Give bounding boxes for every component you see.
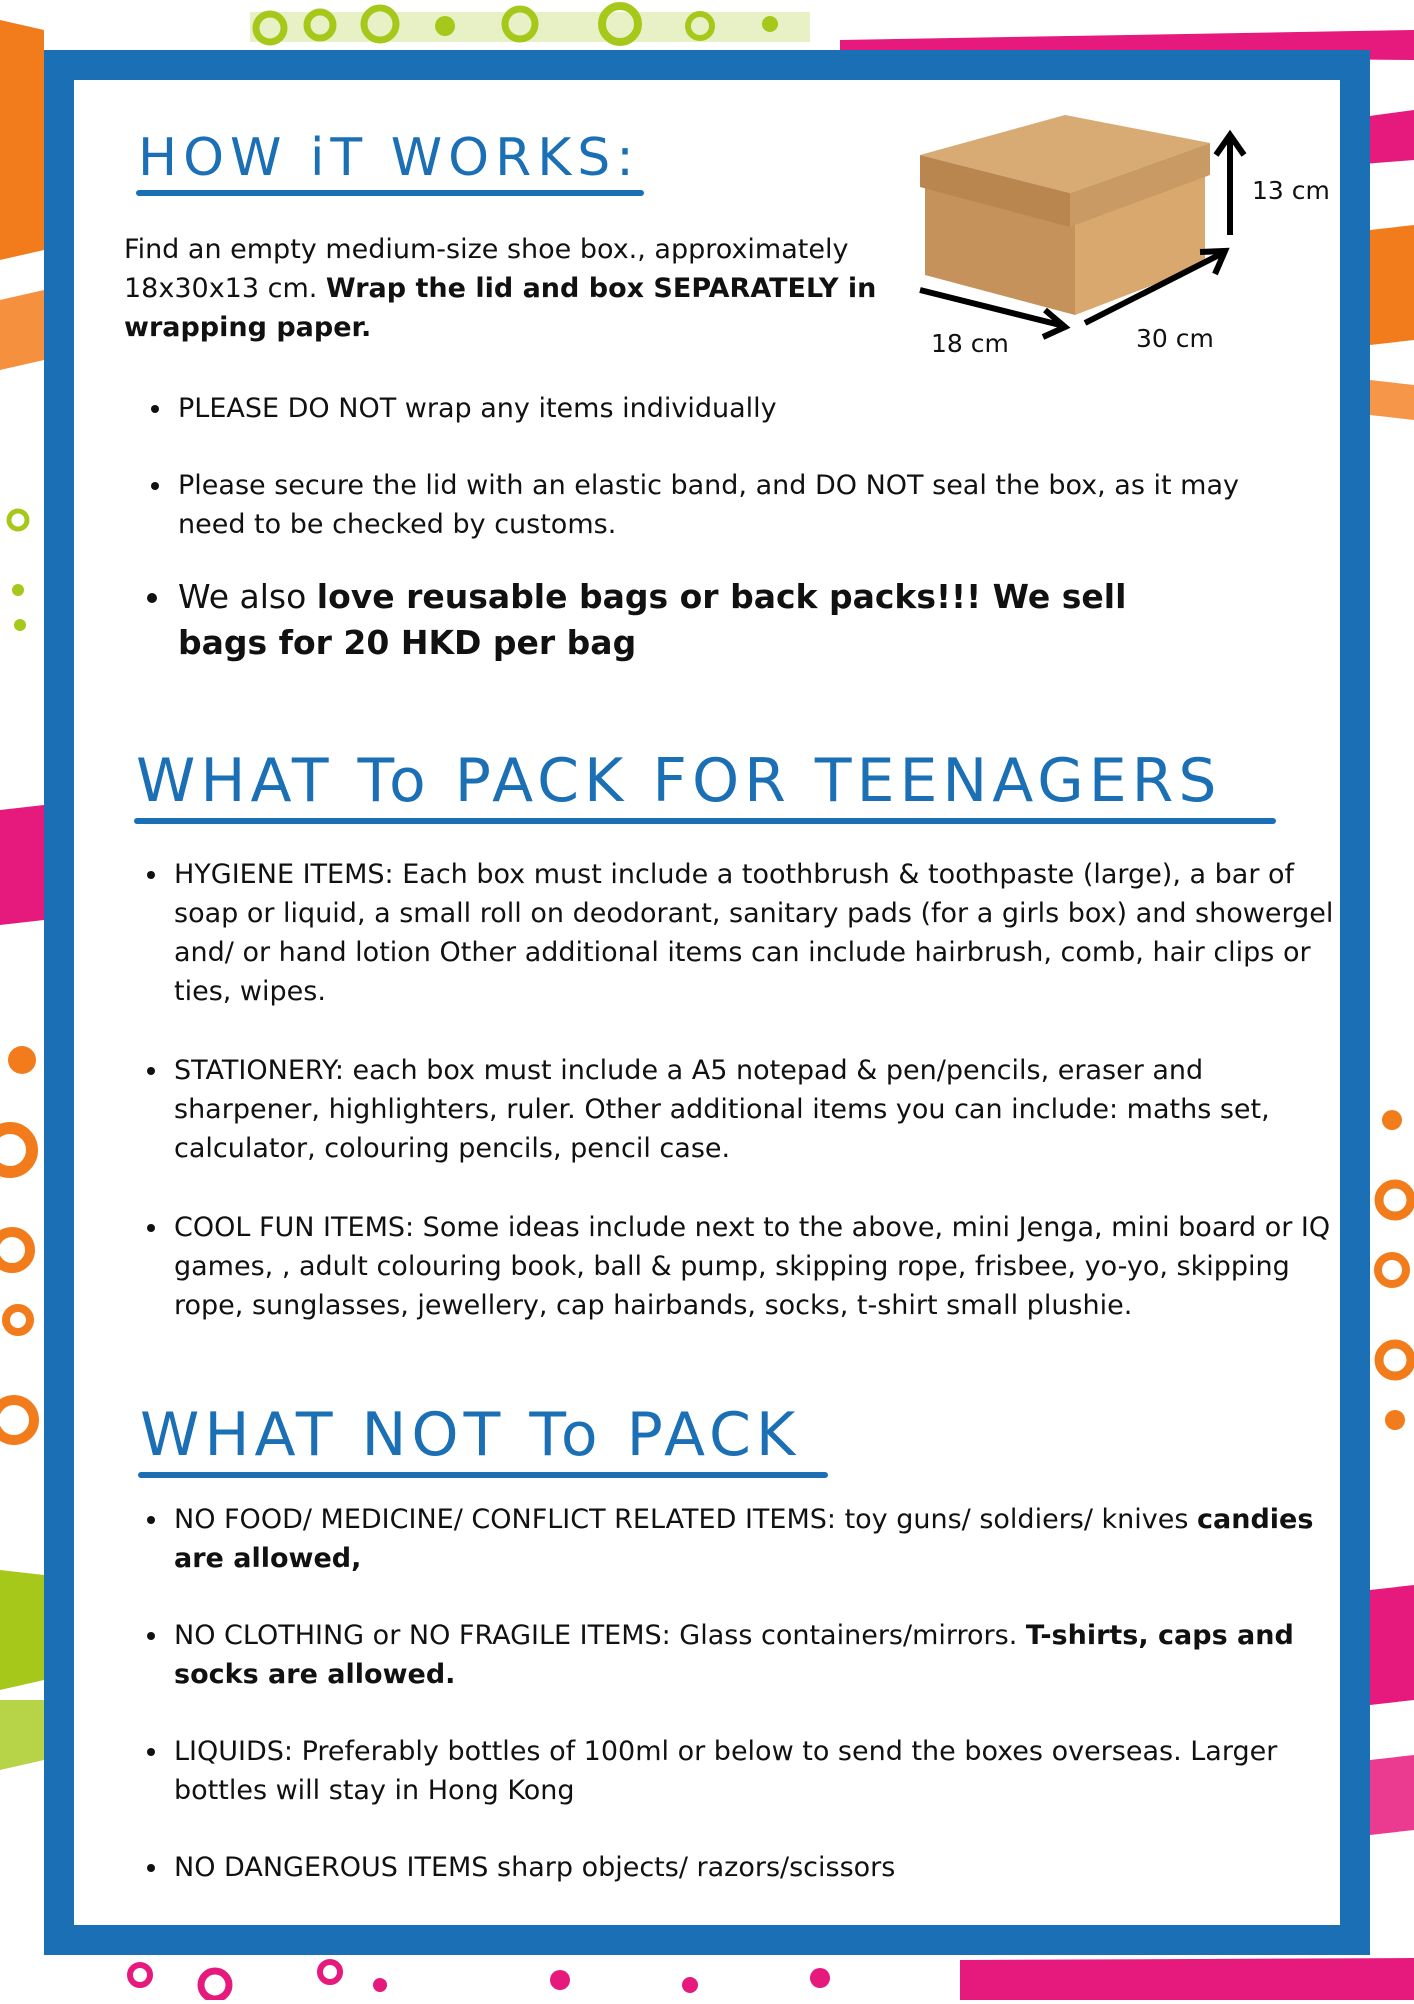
list-item [170,1500,1355,1578]
bullet-text: Please secure the lid with an elastic band, and DO NOT seal the box, as it may need to be checked by customs. [178,470,1239,540]
intro-bold-instruction: Wrap the lid and box SEPARATELY in wrapping paper. [124,273,877,343]
how-it-works-list [134,389,1274,666]
list-item [174,574,1218,666]
stationery-text: STATIONERY: each box must include a A5 notepad & pen/pencils, eraser and sharpener, highlighters, ruler. Other additional items you can include: maths set, calculator, colouring pencils, pencil case. [174,1055,1270,1164]
what-to-pack-heading: WHAT To PACK FOR TEENAGERS [136,746,1222,816]
hygiene-items-text: HYGIENE ITEMS: Each box must include a toothbrush & toothpaste (large), a bar of soap or liquid, a small roll on deodorant, sanitary pads (for a girls box) and showergel and/ or hand lotion Other additional items can include hairbrush, comb, hair clips or ties, wipes. [174,859,1334,1007]
width-label: 30 cm [1136,324,1214,353]
what-not-to-pack-list [130,1500,1355,1887]
list-item [170,1732,1355,1810]
bullet-bold-text: T-shirts, caps and socks are allowed. [174,1620,1294,1690]
length-label: 18 cm [931,329,1009,358]
shoe-box-icon [905,115,1365,375]
what-to-pack-list [130,855,1355,1325]
list-item [170,1616,1355,1694]
bullet-bold-text: candies are allowed, [174,1504,1314,1574]
how-it-works-heading: HOW iT WORKS: [138,128,640,188]
what-not-to-pack-underline [138,1472,828,1478]
list-item [174,389,1274,428]
bullet-text: NO FOOD/ MEDICINE/ CONFLICT RELATED ITEMS: toy guns/ soldiers/ knives [174,1504,1198,1535]
list-item [170,1051,1355,1168]
bags-text: We also [178,577,317,616]
height-label: 13 cm [1252,176,1330,205]
bullet-text: PLEASE DO NOT wrap any items individually [178,393,777,424]
what-to-pack-underline [134,818,1276,824]
bags-bold-text: love reusable bags or back packs!!! We sell bags for 20 HKD per bag [178,577,1127,662]
how-it-works-underline [136,190,644,196]
how-it-works-intro [124,230,884,347]
list-item [170,855,1355,1011]
list-item [170,1208,1355,1325]
shoe-box-diagram [905,115,1365,375]
list-item [174,466,1274,544]
fun-items-text: COOL FUN ITEMS: Some ideas include next to the above, mini Jenga, mini board or IQ games, , adult colouring book, ball & pump, skipping rope, frisbee, yo-yo, skipping rope, sunglasses, jewellery, cap hairbands, socks, t-shirt small plushie. [174,1212,1331,1321]
bullet-text: NO CLOTHING or NO FRAGILE ITEMS: Glass containers/mirrors. [174,1620,1026,1651]
intro-text: Find an empty medium-size shoe box., approximately 18x30x13 cm. [124,234,849,304]
bullet-text: NO DANGEROUS ITEMS sharp objects/ razors/scissors [174,1852,896,1883]
list-item [170,1848,1355,1887]
what-not-to-pack-heading: WHAT NOT To PACK [140,1400,801,1470]
bullet-text: LIQUIDS: Preferably bottles of 100ml or below to send the boxes overseas. Larger bottles will stay in Hong Kong [174,1736,1278,1806]
